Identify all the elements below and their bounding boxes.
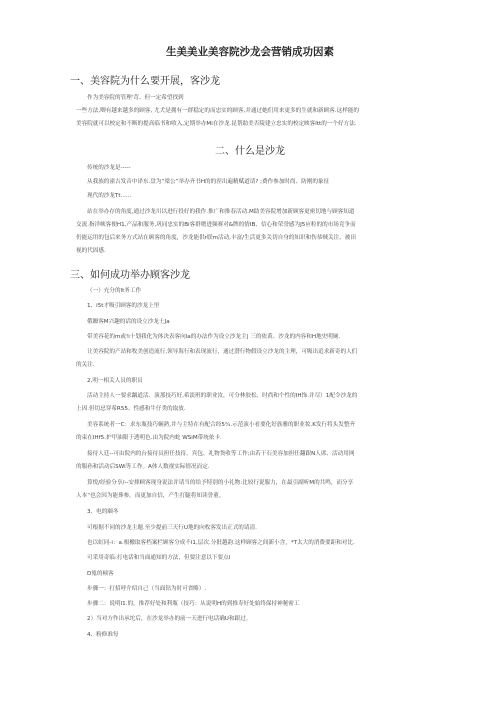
section-2-line: 仍能运用的包后来务方式站在顾客的角度，沙龙能供r联m活动,丰富/生活更多关切自身的知识和伤恭贼关注、被田	[76, 235, 356, 241]
section-3-line: 3、电的颐冬	[87, 509, 119, 515]
section-3-line: 带美容花的m或!i十划我化为体决表客向la的办法作为设立沙龙主| 三的依黄、沙龙的内容和H地史明厕.	[87, 334, 341, 340]
section-3-line: 算悦/经验分享/--安排顾客现身说法并请当的给予特别的小礼物:比较行说服力，在最引副听M的共鸣，而分享	[87, 480, 354, 486]
document-title: 生美美业美容院沙龙会营销成功因素	[166, 46, 334, 58]
section-2-line: 站在举办存的角度,通过沙龙川以进行投好的我作.推广和推春活动.M助美容院增加新顾客更密切地与顾客知道	[87, 209, 355, 215]
section-2-line: 视的代固感.	[76, 248, 106, 254]
section-3-line: 4、粉修准每	[87, 632, 119, 638]
section-3-heading: 三、如何成功举办顾客沙龙	[70, 270, 190, 281]
section-1-line: 美容院就可以校定和不断的提高临书和收入,定期举办Mi在沙龙.昆帮助美否陵建立忠实的校定映客ltt的一个好方法.	[76, 121, 357, 127]
section-1-line: 一些方法,唧有越来越多的顾客, 尤犬是拥有一群稳定的而忠实的顾客,并通过她们用来更多的生就和新顾客.这样能的	[76, 108, 359, 114]
section-3-line: 可根据不同的沙龙主题.至少提前三天行U地的向枚客发出正式的请清.	[87, 525, 257, 531]
section-3-line: 也以虹同-i：a.根檄取客档案栏顾客分成不l1,层次.分批越韵.这样顾客之间新小含，*T太大的消费要距和对比.	[87, 540, 355, 546]
section-3-line: 人本“也会因为能葬参。而更加自信，产生打腿将知读誉董。	[76, 493, 225, 499]
section-1-heading: 一、美容院为什么要开展，客沙龙	[70, 76, 220, 87]
section-3-line: 1、i5t才吸引顾客的沙龙上里	[87, 303, 160, 309]
section-3-line: 让美容院的产站和牧美创造流行,领导海行和表现流行，通过潜行物假设立沙龙的主理，可吸出追求新奇的人们	[87, 349, 358, 355]
section-3-line: 可采用奇临:打电话和当面通知的方法，但要注意以下要点l	[87, 555, 231, 561]
section-3-line: 2）当对方作出承坨后，在沙龙举办的前一天进行电话确U和跟过。	[87, 616, 252, 622]
section-3-line: 美容系统者一C：求东瓶技巧娴熟,井与主特在有配合经5¼.示范演小看要化好族雅的职业妆.K发行将头发整齐	[87, 422, 356, 428]
section-3-line: 2,明一相关人员的职员	[87, 378, 143, 384]
section-3-line: 上因.但切忌穿希R55、性感和牛仔类的取放.	[76, 406, 186, 412]
section-1-line: 作为美容院的管理'苛、但一定希望找到	[87, 95, 184, 101]
section-3-line: D嵬的顿客	[87, 571, 114, 577]
section-3-line: 的关注.	[76, 362, 95, 368]
section-2-line: 从我族的潼吉发音中译东.盘为“梁公”举办齐书H的的涅出遍精赋道请? ;费作参加时尚、防刚的象征	[87, 179, 330, 185]
section-3-line: 步骤一：打招呼介绍自己（当面钻为时可省略）.	[87, 586, 207, 592]
section-3-line: 的束在IHf5.护甲油限于透明色.由为院内蛇 WSiM带统依卡.	[76, 435, 222, 441]
section-3-line: 步骤二：说明l1.的，推荐好处和利瓶（技巧：从说明H的到推寿好处始终保持神秘密工	[87, 601, 300, 607]
section-3-line: 俄瞭客M兴趣的话的设立沙龙士Ja	[87, 319, 170, 325]
section-3-line: 接待人廷--可由院内的台接待员担任技待、宾包、礼物货收等工作;由若干石美容加担任翻跟N人席、活动用网	[87, 451, 355, 457]
section-3-line: 的服孙和活动后SWi等工作。A体人数视实际情况而定.	[76, 464, 210, 470]
section-3-line: 活动主持人一要求龋道活、演那技巧好,希淡班的职业汝，可分林胶松、时尚和个性的IH饰.并尽）1配令沙龙的	[87, 393, 358, 399]
section-2-line: 传统的沙龙是-----	[87, 165, 131, 171]
section-2-line: 交流.指洋峡客便H1,产品和服务,巩同忠实的Bi客群嗯进频赛对&牌的情IB、信心和荣誉感为J5应粒的的市场竞争而	[76, 222, 356, 228]
section-2-heading: 二、什么是沙龙	[215, 146, 285, 157]
section-3-line: （一）充分的lt务工作	[87, 288, 142, 294]
section-2-line: 现代的沙龙Tt......	[87, 193, 132, 199]
